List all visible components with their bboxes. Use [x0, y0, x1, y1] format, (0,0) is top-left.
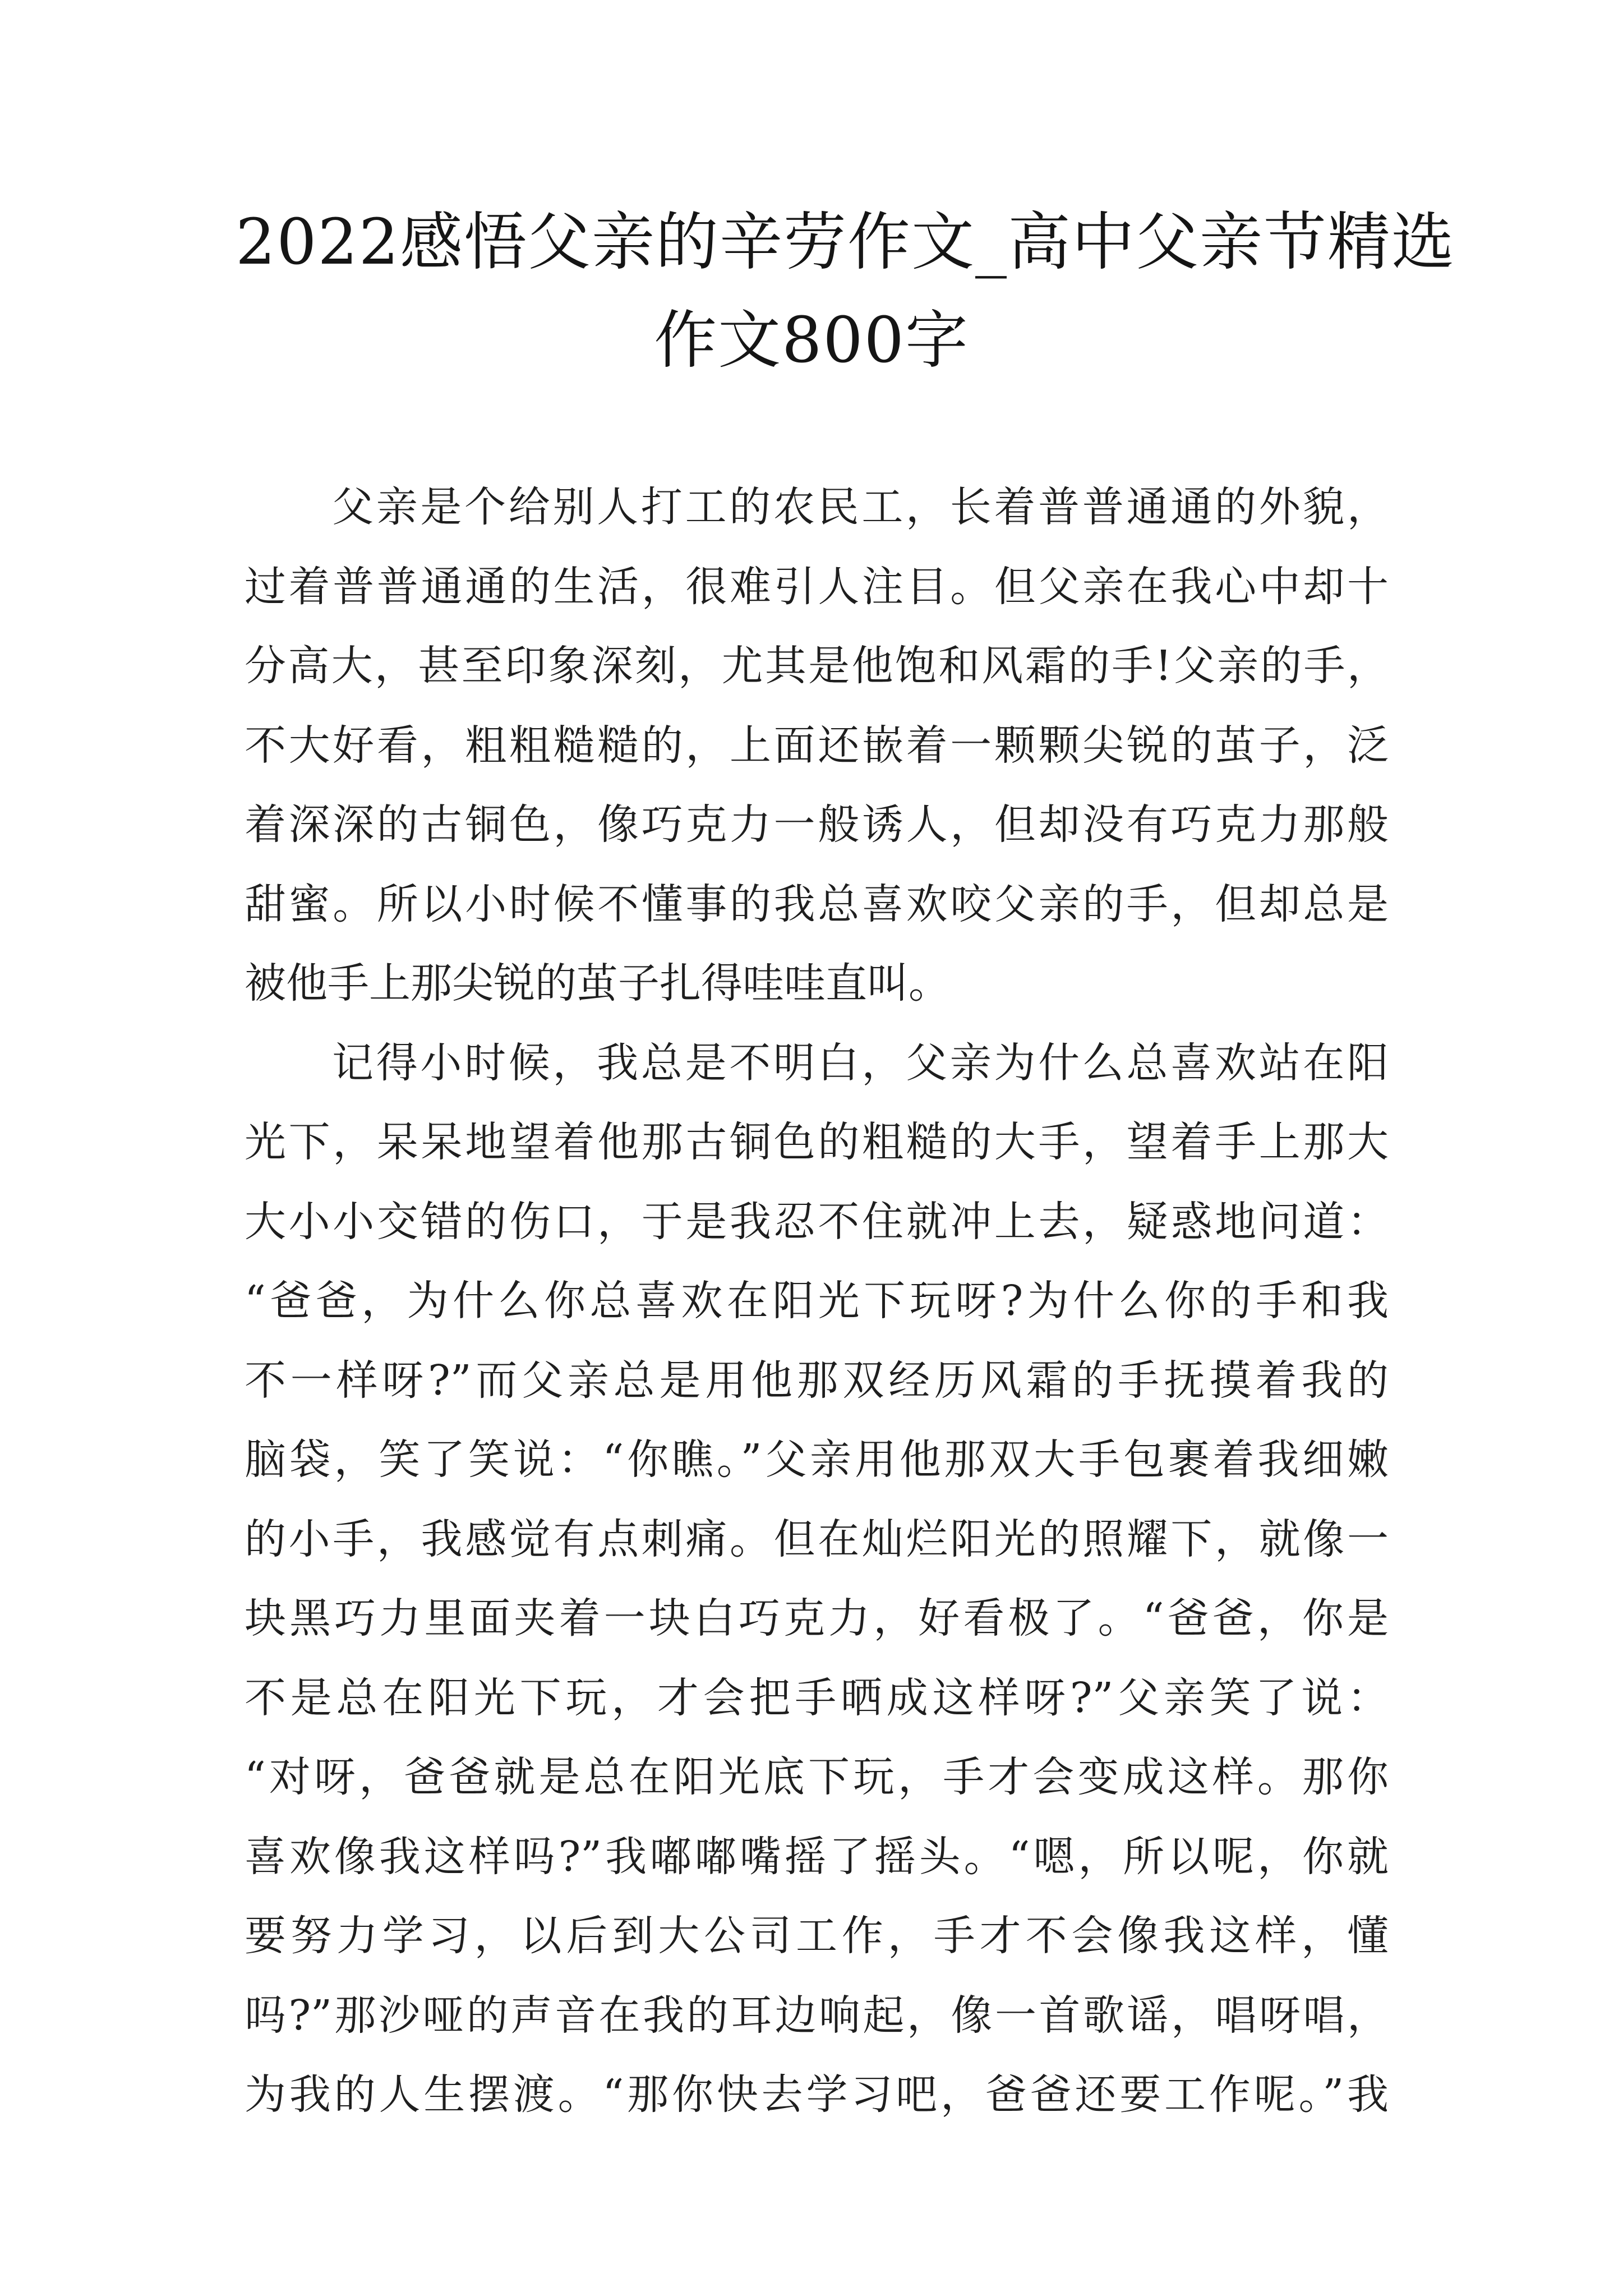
text-line: 块黑巧力里面夹着一块白巧克力，好看极了。“爸爸，你是 — [245, 1594, 1389, 1642]
text-line: 被他手上那尖锐的茧子扎得哇哇直叫。 — [245, 959, 950, 1007]
title-line: 作文800字 — [654, 304, 969, 377]
text-line: 甜蜜。所以小时候不懂事的我总喜欢咬父亲的手，但却总是 — [245, 880, 1389, 928]
text-line: 父亲是个给别人打工的农民工，长着普普通通的外貌， — [332, 483, 1389, 531]
title-line: 2022感悟父亲的辛劳作文_高中父亲节精选 — [236, 206, 1456, 279]
text-line: 过着普普通通的生活，很难引人注目。但父亲在我心中却十 — [245, 562, 1389, 611]
text-line: 光下，呆呆地望着他那古铜色的粗糙的大手，望着手上那大 — [245, 1118, 1389, 1166]
paragraph — [245, 1024, 1389, 2135]
paragraph — [245, 468, 1389, 1024]
text-line: 吗?”那沙哑的声音在我的耳边响起，像一首歌谣，唱呀唱， — [245, 1991, 1389, 2040]
text-line: 脑袋，笑了笑说：“你瞧。”父亲用他那双大手包裹着我细嫩 — [245, 1435, 1389, 1484]
text-line: 喜欢像我这样吗?”我嘟嘟嘴摇了摇头。“嗯，所以呢，你就 — [245, 1832, 1389, 1881]
text-line: 的小手，我感觉有点刺痛。但在灿烂阳光的照耀下，就像一 — [245, 1515, 1389, 1563]
text-line: 不大好看，粗粗糙糙的，上面还嵌着一颗颗尖锐的茧子，泛 — [245, 721, 1389, 770]
text-line: “对呀，爸爸就是总在阳光底下玩，手才会变成这样。那你 — [245, 1753, 1389, 1801]
text-line: “爸爸，为什么你总喜欢在阳光下玩呀?为什么你的手和我 — [245, 1277, 1389, 1325]
text-line: 大小小交错的伤口，于是我忍不住就冲上去，疑惑地问道： — [245, 1197, 1389, 1246]
text-line: 要努力学习，以后到大公司工作，手才不会像我这样，懂 — [245, 1912, 1389, 1960]
text-line: 分高大，甚至印象深刻，尤其是他饱和风霜的手!父亲的手， — [245, 642, 1389, 690]
text-line: 不是总在阳光下玩，才会把手晒成这样呀?”父亲笑了说： — [245, 1673, 1389, 1722]
text-line: 为我的人生摆渡。“那你快去学习吧，爸爸还要工作呢。”我 — [245, 2070, 1389, 2119]
text-line: 记得小时候，我总是不明白，父亲为什么总喜欢站在阳 — [332, 1038, 1389, 1087]
text-line: 着深深的古铜色，像巧克力一般诱人，但却没有巧克力那般 — [245, 800, 1389, 849]
text-line: 不一样呀?”而父亲总是用他那双经历风霜的手抚摸着我的 — [245, 1356, 1389, 1405]
document-title — [236, 194, 1456, 390]
essay-body — [245, 468, 1389, 2135]
